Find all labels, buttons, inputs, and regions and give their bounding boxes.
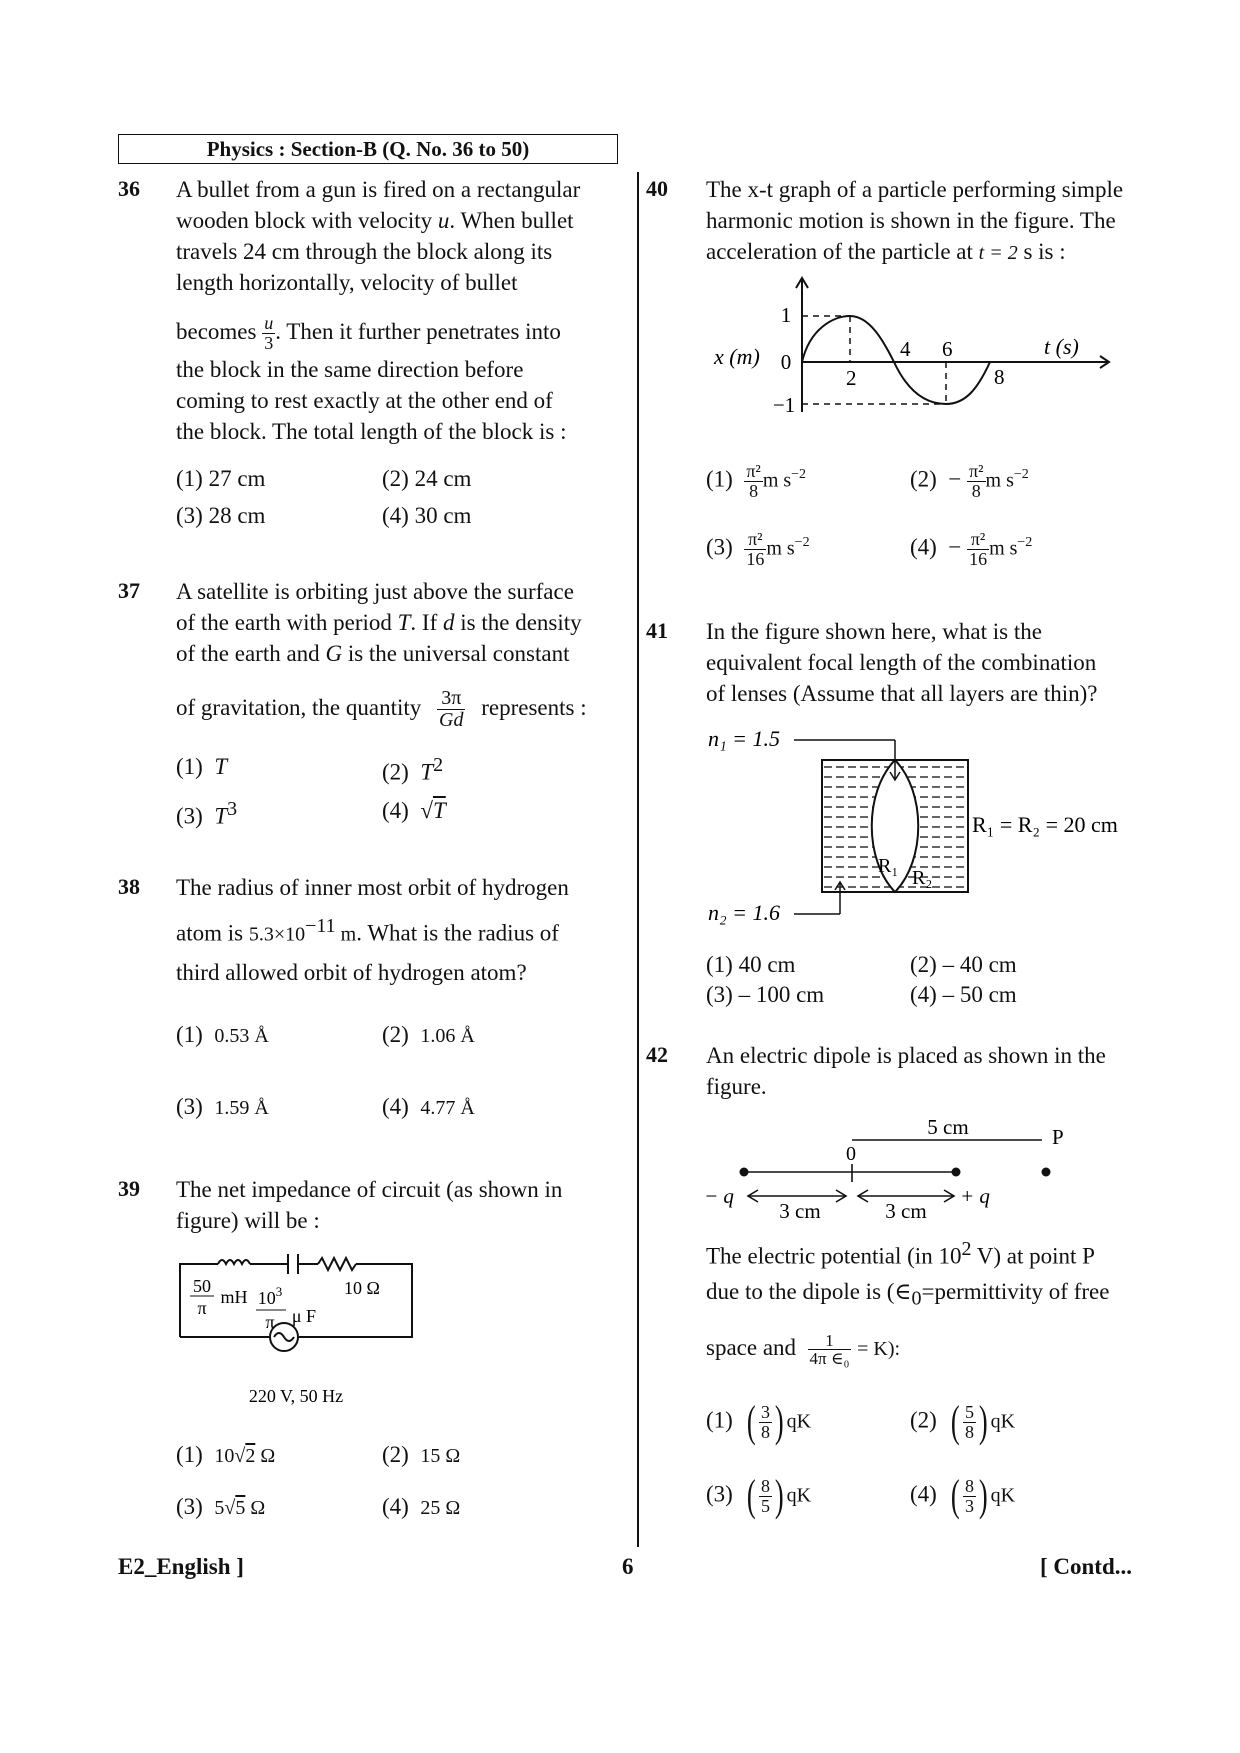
- distance-3cm-right: 3 cm: [885, 1199, 927, 1222]
- q41-option-3[interactable]: (3) – 100 cm: [706, 982, 825, 1007]
- q42-option-2[interactable]: (2) ( $\frac{5}{8}$ ) qK: [910, 1397, 1016, 1446]
- inductor-numerator: 50: [193, 1276, 211, 1296]
- q36-option-3[interactable]: (3) 28 cm: [176, 503, 266, 528]
- q39-option-4[interactable]: (4) 25 Ω: [382, 1494, 461, 1519]
- question-42-text-intro: An electric dipole is placed as shown in the figure.: [706, 1043, 1106, 1099]
- x-axis-label: t (s): [1044, 334, 1079, 359]
- distance-3cm-left: 3 cm: [779, 1199, 821, 1222]
- r2-label: R₂: [912, 867, 933, 889]
- question-40-text: The x-t graph of a particle performing simple harmonic motion is shown in the figure. The acceleration of the particle at t = 2 s is :: [706, 177, 1124, 264]
- inductor-unit: mH: [220, 1287, 248, 1307]
- q39-option-1[interactable]: (1) 10√2 Ω: [176, 1442, 276, 1467]
- negative-charge-dot: [740, 1168, 749, 1177]
- r1-label: R₁: [878, 855, 899, 877]
- question-number-36: 36: [118, 176, 140, 201]
- section-header: Physics : Section-B (Q. No. 36 to 50): [118, 134, 618, 164]
- q38-option-2[interactable]: (2) 1.06 Å: [382, 1022, 475, 1047]
- radii-label: R₁ = R₂ = 20 cm: [972, 812, 1118, 837]
- question-number-41: 41: [646, 618, 668, 643]
- q38-option-1[interactable]: (1) 0.53 Å: [176, 1022, 269, 1047]
- capacitor-numerator: $10^3$: [257, 1284, 283, 1308]
- footer-right: [ Contd...: [1040, 1554, 1133, 1579]
- inductor-denominator: π: [197, 1298, 207, 1318]
- point-p-dot: [1042, 1168, 1051, 1177]
- page-number: 6: [622, 1554, 634, 1579]
- question-36-text: A bullet from a gun is fired on a rectangular wooden block with velocity u. When bullet travels 24 cm through the block along its length horizontally, velocity of bullet becomes $\frac{u}{3}$ . Then it further penetrates into the block in the same direction before coming to rest exactly at the other end of the block. The total length of the block is :: [176, 177, 581, 444]
- lcr-circuit-diagram: [170, 1252, 430, 1412]
- q41-option-1[interactable]: (1) 40 cm: [706, 952, 796, 977]
- q39-option-2[interactable]: (2) 15 Ω: [382, 1442, 461, 1467]
- question-number-38: 38: [118, 874, 140, 899]
- q36-option-4[interactable]: (4) 30 cm: [382, 503, 472, 528]
- x-tick-8: 8: [994, 365, 1005, 389]
- q38-option-3[interactable]: (3) 1.59 Å: [176, 1094, 269, 1119]
- column-divider: [637, 172, 639, 1547]
- x-tick-6: 6: [942, 337, 953, 361]
- source-label: 220 V, 50 Hz: [248, 1386, 344, 1406]
- distance-5cm: 5 cm: [927, 1115, 969, 1139]
- plus-q-label: + q: [960, 1184, 990, 1208]
- capacitor-denominator: π: [265, 1312, 275, 1332]
- q42-option-3[interactable]: (3) ( $\frac{8}{5}$ ) qK: [706, 1471, 812, 1520]
- n2-label: n₂ = 1.6: [708, 900, 780, 925]
- resistor-label: 10 Ω: [344, 1278, 380, 1298]
- question-number-40: 40: [646, 176, 668, 201]
- capacitor-unit: μ F: [291, 1306, 317, 1326]
- q36-option-2[interactable]: (2) 24 cm: [382, 466, 472, 491]
- question-number-39: 39: [118, 1176, 140, 1201]
- question-38-text: The radius of inner most orbit of hydrogen atom is $5.3\times 10^{-11}$ m. What is the radius of third allowed orbit of hydrogen atom?: [176, 875, 569, 985]
- q40-option-2[interactable]: (2) − $\frac{\text{π²}}{8}$ m $s^{-2}$: [910, 461, 1029, 501]
- y-axis-label: x (m): [714, 344, 760, 369]
- dipole-figure: [704, 1110, 1104, 1222]
- positive-charge-dot: [952, 1168, 961, 1177]
- minus-q-label: − q: [704, 1184, 734, 1208]
- x-tick-4: 4: [900, 337, 911, 361]
- question-39-text: The net impedance of circuit (as shown in figure) will be :: [176, 1177, 563, 1233]
- q37-option-3[interactable]: (3) $T^3$: [176, 798, 238, 829]
- question-number-42: 42: [646, 1042, 668, 1067]
- q41-option-2[interactable]: (2) – 40 cm: [910, 952, 1017, 977]
- q41-option-4[interactable]: (4) – 50 cm: [910, 982, 1017, 1007]
- q39-option-3[interactable]: (3) 5√5 Ω: [176, 1494, 266, 1519]
- question-41-text: In the figure shown here, what is the equivalent focal length of the combination of lenses (Assume that all layers are thin)?: [706, 619, 1098, 706]
- q36-option-1[interactable]: (1) 27 cm: [176, 466, 266, 491]
- n1-label: n₁ = 1.5: [708, 726, 780, 751]
- y-tick-0: 0: [780, 350, 792, 374]
- question-number-37: 37: [118, 578, 140, 603]
- q40-option-1[interactable]: (1) $\frac{\text{π²}}{8}$ m $s^{-2}$: [706, 461, 807, 501]
- shm-xt-graph: [704, 272, 1124, 432]
- question-42-text: The electric potential (in $10^2$ V) at point P due to the dipole is ($\in_0=permittivity$ of free space and $\frac{1}{\text{4π ∈₀}}$ = K):: [706, 1238, 1110, 1369]
- q40-option-4[interactable]: (4) − $\frac{\text{π²}}{16}$ m $s^{-2}$: [910, 529, 1033, 569]
- y-tick-1: 1: [780, 303, 792, 327]
- point-p-label: P: [1052, 1125, 1064, 1149]
- x-tick-2: 2: [846, 366, 857, 390]
- q37-option-4[interactable]: (4) √T: [382, 798, 446, 823]
- q37-option-2[interactable]: (2) $T^2$: [382, 754, 444, 785]
- q42-option-1[interactable]: (1) ( $\frac{3}{8}$ ) qK: [706, 1397, 812, 1446]
- q42-option-4[interactable]: (4) ( $\frac{8}{3}$ ) qK: [910, 1471, 1016, 1520]
- origin-label: 0: [846, 1143, 856, 1165]
- lens-combination-figure: [704, 722, 1144, 932]
- q37-option-1[interactable]: (1) T: [176, 754, 228, 779]
- q40-option-3[interactable]: (3) $\frac{\text{π²}}{16}$ m $s^{-2}$: [706, 529, 810, 569]
- question-37-text: A satellite is orbiting just above the surface of the earth with period T. If d is the density of the earth and G is the universal constant of gravitation, the quantity $\frac{3\pi}{Gd}$ represents :: [176, 579, 587, 732]
- q38-option-4[interactable]: (4) 4.77 Å: [382, 1094, 475, 1119]
- y-tick-minus-1: −1: [772, 393, 796, 417]
- footer-left: E2_English ]: [118, 1554, 244, 1579]
